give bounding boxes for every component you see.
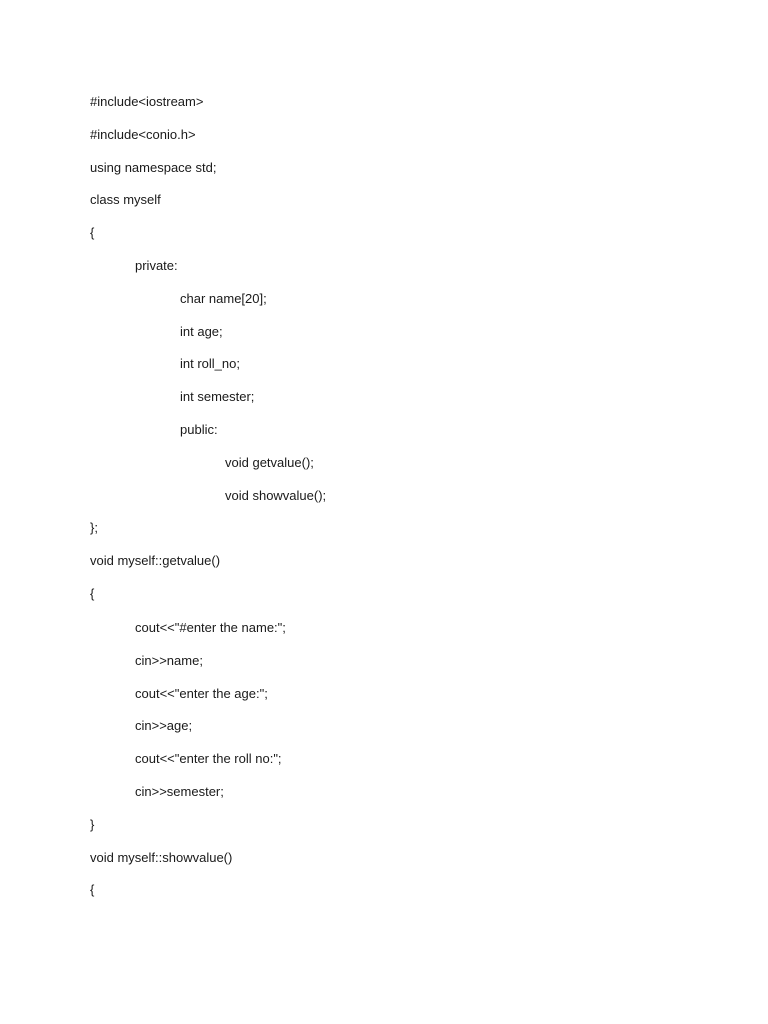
code-line: using namespace std; xyxy=(90,160,217,175)
code-line: { xyxy=(90,882,95,897)
code-line: cin>>age; xyxy=(135,718,193,733)
code-line: int age; xyxy=(180,324,223,339)
code-line: void myself::showvalue() xyxy=(90,850,233,865)
code-line: char name[20]; xyxy=(180,291,267,306)
code-line: cin>>semester; xyxy=(135,784,224,799)
code-line: class myself xyxy=(90,192,161,207)
code-line: cout<<"enter the roll no:"; xyxy=(135,751,282,766)
code-line: void getvalue(); xyxy=(225,455,314,470)
code-line: #include<conio.h> xyxy=(90,127,196,142)
code-line: cout<<"enter the age:"; xyxy=(135,686,268,701)
code-line: int roll_no; xyxy=(180,356,240,371)
code-line: }; xyxy=(90,520,98,535)
code-line: void myself::getvalue() xyxy=(90,553,221,568)
code-line: public: xyxy=(180,422,218,437)
code-line: void showvalue(); xyxy=(225,488,327,503)
code-line: #include<iostream> xyxy=(90,94,204,109)
code-line: { xyxy=(90,586,95,601)
code-line: int semester; xyxy=(180,389,255,404)
code-line: { xyxy=(90,225,95,240)
code-line: cin>>name; xyxy=(135,653,203,668)
code-line: } xyxy=(90,817,95,832)
code-line: private: xyxy=(135,258,178,273)
code-line: cout<<"#enter the name:"; xyxy=(135,620,286,635)
